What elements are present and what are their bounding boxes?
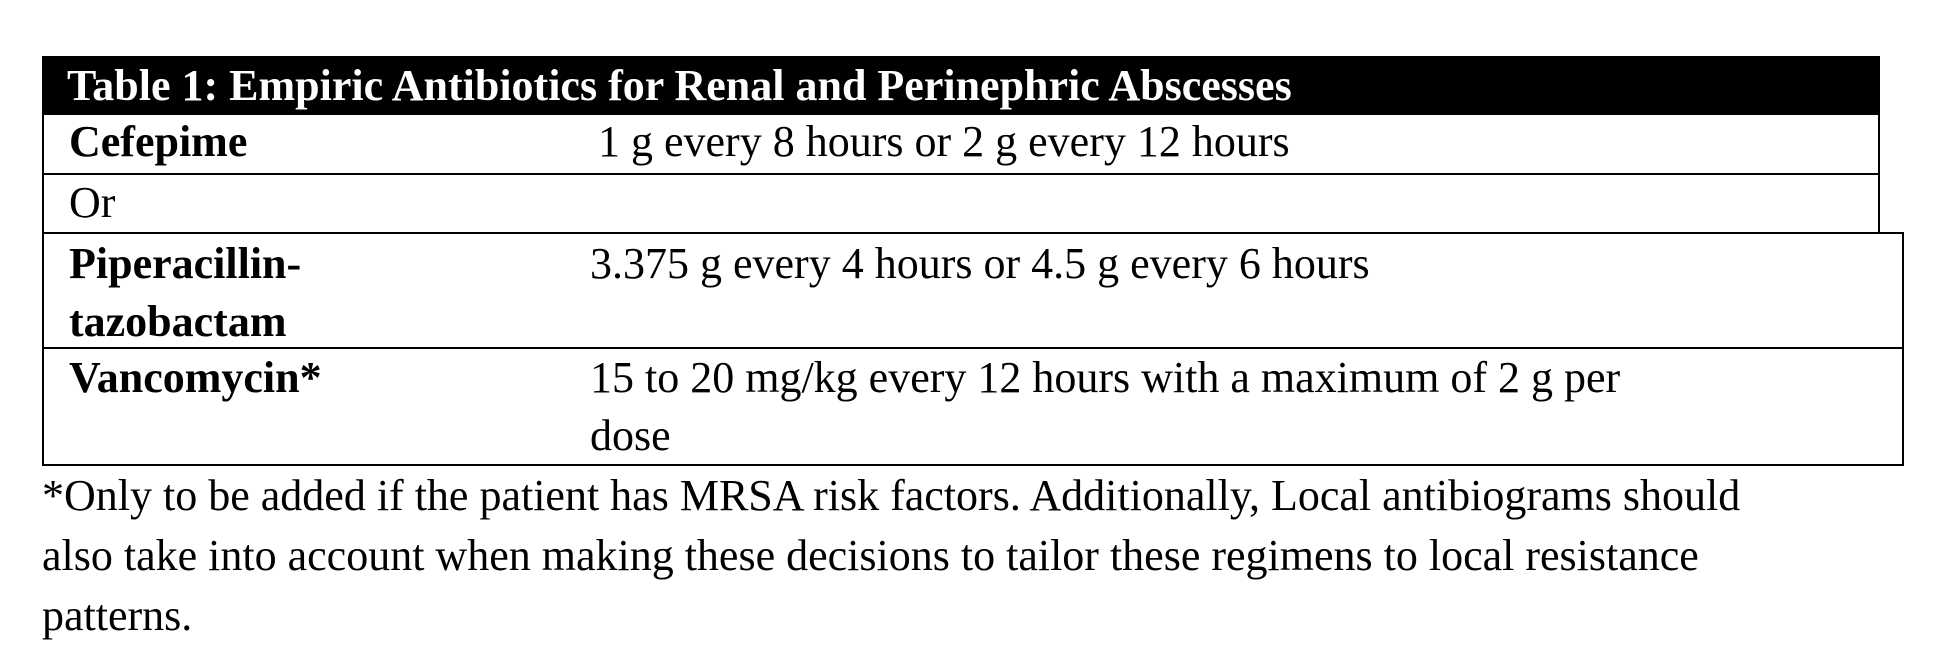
drug-name (69, 235, 301, 351)
table-row-or (42, 175, 1880, 234)
table-row-vancomycin (42, 349, 1904, 466)
drug-dose (590, 349, 1620, 465)
drug-name-line: tazobactam (69, 297, 287, 346)
drug-dose: 1 g every 8 hours or 2 g every 12 hours (598, 117, 1290, 166)
drug-name: Cefepime (69, 117, 248, 166)
footnote-line: *Only to be added if the patient has MRSA risk factors. Additionally, Local antibiograms should (42, 471, 1741, 520)
table-title: Table 1: Empiric Antibiotics for Renal and Perinephric Abscesses (42, 56, 1880, 115)
drug-name: Vancomycin* (69, 353, 322, 402)
drug-name-line: Piperacillin- (69, 239, 302, 288)
table-row-cefepime (42, 115, 1880, 175)
drug-dose-line: dose (590, 411, 671, 460)
drug-dose: 3.375 g every 4 hours or 4.5 g every 6 hours (590, 239, 1370, 288)
or-label: Or (69, 178, 116, 227)
footnote-line: patterns. (42, 591, 193, 640)
footnote-line: also take into account when making these decisions to tailor these regimens to local resistance (42, 531, 1699, 580)
drug-dose-line: 15 to 20 mg/kg every 12 hours with a maximum of 2 g per (590, 353, 1621, 402)
table-footnote (42, 466, 1922, 646)
table-row-piperacillin-tazobactam (42, 232, 1904, 349)
